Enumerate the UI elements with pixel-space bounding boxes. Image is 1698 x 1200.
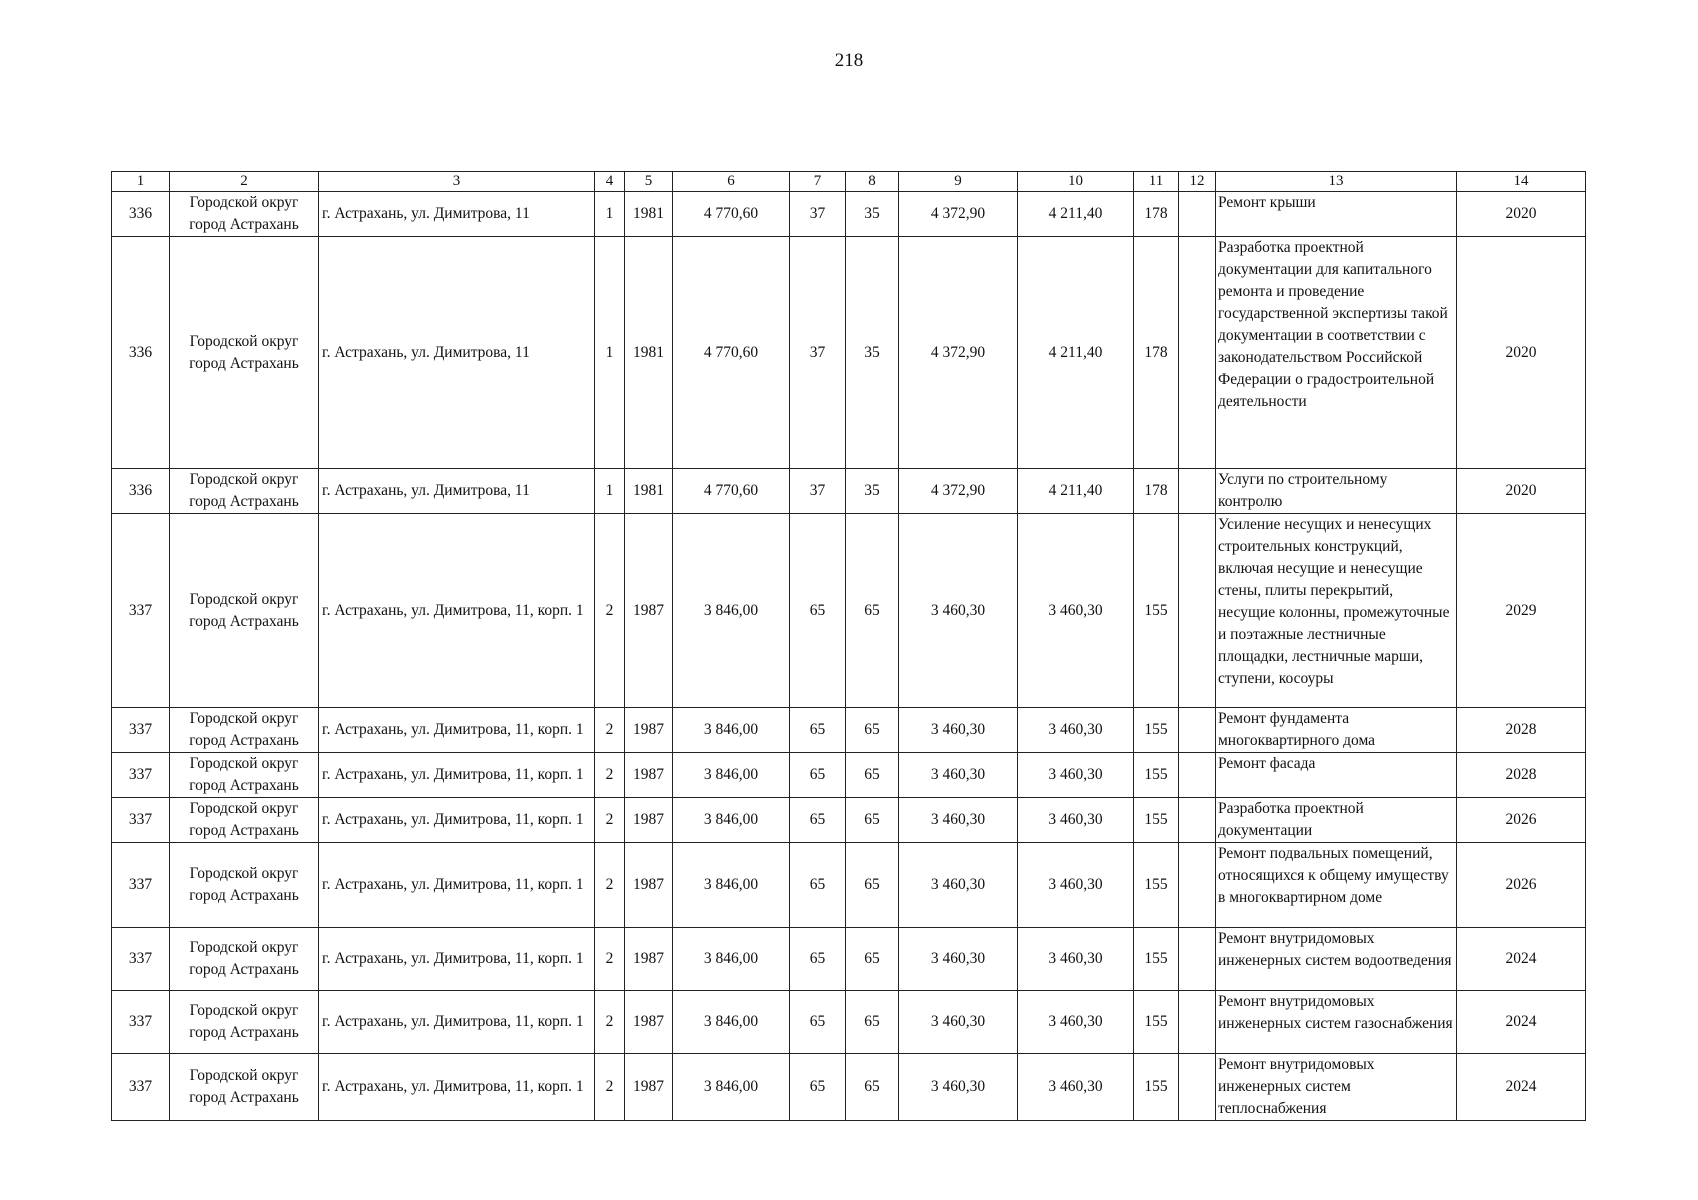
area-residential-cell: 4 372,90 xyxy=(899,192,1018,237)
table-row xyxy=(112,1054,1586,1121)
address-cell: г. Астрахань, ул. Димитрова, 11, корп. 1 xyxy=(319,991,595,1054)
table-row xyxy=(112,469,1586,514)
municipality-cell: Городской округ город Астрахань xyxy=(170,192,319,237)
housing-repair-table xyxy=(111,171,1586,1121)
municipality-cell: Городской округ город Астрахань xyxy=(170,708,319,753)
table-row xyxy=(112,237,1586,469)
area-owned-cell: 4 211,40 xyxy=(1018,192,1134,237)
total-area-cell: 3 846,00 xyxy=(673,1054,790,1121)
area-residential-cell: 3 460,30 xyxy=(899,928,1018,991)
area-residential-cell: 3 460,30 xyxy=(899,1054,1018,1121)
units-residential-cell: 65 xyxy=(846,1054,899,1121)
area-owned-cell: 3 460,30 xyxy=(1018,843,1134,928)
table-row xyxy=(112,192,1586,237)
column-12-cell xyxy=(1179,1054,1216,1121)
construction-year-cell: 1987 xyxy=(625,1054,673,1121)
building-number-cell: 337 xyxy=(112,991,170,1054)
building-number-cell: 337 xyxy=(112,928,170,991)
residents-count-cell: 155 xyxy=(1134,708,1179,753)
column-header: 8 xyxy=(846,172,899,192)
residents-count-cell: 178 xyxy=(1134,469,1179,514)
table-row xyxy=(112,708,1586,753)
units-total-cell: 65 xyxy=(790,514,846,708)
construction-year-cell: 1981 xyxy=(625,469,673,514)
address-cell: г. Астрахань, ул. Димитрова, 11, корп. 1 xyxy=(319,798,595,843)
building-category-cell: 2 xyxy=(595,928,625,991)
building-category-cell: 2 xyxy=(595,514,625,708)
residents-count-cell: 178 xyxy=(1134,192,1179,237)
total-area-cell: 3 846,00 xyxy=(673,708,790,753)
total-area-cell: 3 846,00 xyxy=(673,991,790,1054)
planned-year-cell: 2020 xyxy=(1457,237,1586,469)
municipality-cell: Городской округ город Астрахань xyxy=(170,753,319,798)
work-type-cell: Разработка проектной документации xyxy=(1216,798,1457,843)
building-number-cell: 337 xyxy=(112,753,170,798)
municipality-cell: Городской округ город Астрахань xyxy=(170,237,319,469)
address-cell: г. Астрахань, ул. Димитрова, 11 xyxy=(319,237,595,469)
residents-count-cell: 155 xyxy=(1134,798,1179,843)
units-residential-cell: 65 xyxy=(846,928,899,991)
column-header: 3 xyxy=(319,172,595,192)
area-residential-cell: 3 460,30 xyxy=(899,753,1018,798)
units-total-cell: 65 xyxy=(790,708,846,753)
units-residential-cell: 65 xyxy=(846,798,899,843)
column-header: 13 xyxy=(1216,172,1457,192)
building-number-cell: 337 xyxy=(112,843,170,928)
building-category-cell: 1 xyxy=(595,469,625,514)
building-category-cell: 2 xyxy=(595,1054,625,1121)
construction-year-cell: 1987 xyxy=(625,991,673,1054)
column-number-row xyxy=(112,172,1586,192)
area-residential-cell: 3 460,30 xyxy=(899,798,1018,843)
planned-year-cell: 2020 xyxy=(1457,469,1586,514)
column-12-cell xyxy=(1179,843,1216,928)
units-residential-cell: 65 xyxy=(846,843,899,928)
table-row xyxy=(112,798,1586,843)
units-residential-cell: 65 xyxy=(846,708,899,753)
residents-count-cell: 155 xyxy=(1134,514,1179,708)
building-category-cell: 2 xyxy=(595,798,625,843)
column-header: 5 xyxy=(625,172,673,192)
area-owned-cell: 3 460,30 xyxy=(1018,928,1134,991)
column-12-cell xyxy=(1179,192,1216,237)
column-header: 4 xyxy=(595,172,625,192)
units-residential-cell: 65 xyxy=(846,753,899,798)
area-residential-cell: 4 372,90 xyxy=(899,237,1018,469)
building-number-cell: 336 xyxy=(112,192,170,237)
work-type-cell: Ремонт подвальных помещений, относящихся к общему имуществу в многоквартирном доме xyxy=(1216,843,1457,928)
address-cell: г. Астрахань, ул. Димитрова, 11, корп. 1 xyxy=(319,753,595,798)
area-residential-cell: 4 372,90 xyxy=(899,469,1018,514)
column-12-cell xyxy=(1179,237,1216,469)
planned-year-cell: 2026 xyxy=(1457,843,1586,928)
column-header: 10 xyxy=(1018,172,1134,192)
municipality-cell: Городской округ город Астрахань xyxy=(170,514,319,708)
planned-year-cell: 2026 xyxy=(1457,798,1586,843)
building-number-cell: 336 xyxy=(112,237,170,469)
residents-count-cell: 178 xyxy=(1134,237,1179,469)
area-owned-cell: 3 460,30 xyxy=(1018,514,1134,708)
units-total-cell: 65 xyxy=(790,928,846,991)
column-12-cell xyxy=(1179,753,1216,798)
table-body xyxy=(112,192,1586,1121)
address-cell: г. Астрахань, ул. Димитрова, 11, корп. 1 xyxy=(319,514,595,708)
column-12-cell xyxy=(1179,991,1216,1054)
construction-year-cell: 1981 xyxy=(625,237,673,469)
work-type-cell: Усиление несущих и ненесущих строительных конструкций, включая несущие и ненесущие стены, плиты перекрытий, несущие колонны, промежуточные и поэтажные лестничные площадки, лестничные марши, ступени, косоуры xyxy=(1216,514,1457,708)
residents-count-cell: 155 xyxy=(1134,753,1179,798)
municipality-cell: Городской округ город Астрахань xyxy=(170,798,319,843)
planned-year-cell: 2028 xyxy=(1457,708,1586,753)
address-cell: г. Астрахань, ул. Димитрова, 11, корп. 1 xyxy=(319,928,595,991)
planned-year-cell: 2029 xyxy=(1457,514,1586,708)
column-header: 1 xyxy=(112,172,170,192)
table-row xyxy=(112,514,1586,708)
work-type-cell: Ремонт внутридомовых инженерных систем теплоснабжения xyxy=(1216,1054,1457,1121)
column-header: 7 xyxy=(790,172,846,192)
address-cell: г. Астрахань, ул. Димитрова, 11 xyxy=(319,469,595,514)
building-category-cell: 2 xyxy=(595,708,625,753)
work-type-cell: Ремонт фасада xyxy=(1216,753,1457,798)
total-area-cell: 3 846,00 xyxy=(673,514,790,708)
area-owned-cell: 3 460,30 xyxy=(1018,1054,1134,1121)
column-header: 9 xyxy=(899,172,1018,192)
area-residential-cell: 3 460,30 xyxy=(899,843,1018,928)
total-area-cell: 3 846,00 xyxy=(673,928,790,991)
municipality-cell: Городской округ город Астрахань xyxy=(170,469,319,514)
units-total-cell: 65 xyxy=(790,991,846,1054)
municipality-cell: Городской округ город Астрахань xyxy=(170,1054,319,1121)
units-total-cell: 37 xyxy=(790,237,846,469)
units-total-cell: 65 xyxy=(790,843,846,928)
municipality-cell: Городской округ город Астрахань xyxy=(170,928,319,991)
construction-year-cell: 1987 xyxy=(625,514,673,708)
work-type-cell: Разработка проектной документации для капитального ремонта и проведение государственной экспертизы такой документации в соответствии с законодательством Российской Федерации о градостроительной деятельности xyxy=(1216,237,1457,469)
building-number-cell: 337 xyxy=(112,798,170,843)
total-area-cell: 4 770,60 xyxy=(673,237,790,469)
total-area-cell: 3 846,00 xyxy=(673,798,790,843)
work-type-cell: Ремонт внутридомовых инженерных систем водоотведения xyxy=(1216,928,1457,991)
column-header: 12 xyxy=(1179,172,1216,192)
column-12-cell xyxy=(1179,469,1216,514)
area-owned-cell: 3 460,30 xyxy=(1018,798,1134,843)
construction-year-cell: 1987 xyxy=(625,843,673,928)
column-header: 14 xyxy=(1457,172,1586,192)
area-owned-cell: 3 460,30 xyxy=(1018,991,1134,1054)
units-residential-cell: 35 xyxy=(846,237,899,469)
area-residential-cell: 3 460,30 xyxy=(899,991,1018,1054)
column-12-cell xyxy=(1179,798,1216,843)
construction-year-cell: 1987 xyxy=(625,928,673,991)
area-residential-cell: 3 460,30 xyxy=(899,514,1018,708)
address-cell: г. Астрахань, ул. Димитрова, 11 xyxy=(319,192,595,237)
table-row xyxy=(112,753,1586,798)
area-owned-cell: 3 460,30 xyxy=(1018,708,1134,753)
work-type-cell: Ремонт внутридомовых инженерных систем газоснабжения xyxy=(1216,991,1457,1054)
building-category-cell: 1 xyxy=(595,192,625,237)
construction-year-cell: 1987 xyxy=(625,708,673,753)
building-category-cell: 2 xyxy=(595,991,625,1054)
construction-year-cell: 1987 xyxy=(625,753,673,798)
work-type-cell: Ремонт крыши xyxy=(1216,192,1457,237)
units-residential-cell: 35 xyxy=(846,192,899,237)
units-residential-cell: 65 xyxy=(846,991,899,1054)
address-cell: г. Астрахань, ул. Димитрова, 11, корп. 1 xyxy=(319,1054,595,1121)
construction-year-cell: 1987 xyxy=(625,798,673,843)
total-area-cell: 4 770,60 xyxy=(673,192,790,237)
units-total-cell: 37 xyxy=(790,192,846,237)
residents-count-cell: 155 xyxy=(1134,843,1179,928)
table-row xyxy=(112,991,1586,1054)
planned-year-cell: 2024 xyxy=(1457,1054,1586,1121)
building-number-cell: 336 xyxy=(112,469,170,514)
total-area-cell: 3 846,00 xyxy=(673,843,790,928)
total-area-cell: 4 770,60 xyxy=(673,469,790,514)
units-total-cell: 65 xyxy=(790,753,846,798)
planned-year-cell: 2024 xyxy=(1457,928,1586,991)
work-type-cell: Услуги по строительному контролю xyxy=(1216,469,1457,514)
building-number-cell: 337 xyxy=(112,708,170,753)
area-owned-cell: 3 460,30 xyxy=(1018,753,1134,798)
units-residential-cell: 65 xyxy=(846,514,899,708)
municipality-cell: Городской округ город Астрахань xyxy=(170,843,319,928)
table-row xyxy=(112,928,1586,991)
column-header: 6 xyxy=(673,172,790,192)
area-residential-cell: 3 460,30 xyxy=(899,708,1018,753)
area-owned-cell: 4 211,40 xyxy=(1018,237,1134,469)
building-category-cell: 1 xyxy=(595,237,625,469)
units-total-cell: 65 xyxy=(790,1054,846,1121)
address-cell: г. Астрахань, ул. Димитрова, 11, корп. 1 xyxy=(319,843,595,928)
table-row xyxy=(112,843,1586,928)
column-12-cell xyxy=(1179,708,1216,753)
column-12-cell xyxy=(1179,514,1216,708)
building-category-cell: 2 xyxy=(595,843,625,928)
planned-year-cell: 2024 xyxy=(1457,991,1586,1054)
residents-count-cell: 155 xyxy=(1134,928,1179,991)
column-header: 11 xyxy=(1134,172,1179,192)
building-category-cell: 2 xyxy=(595,753,625,798)
address-cell: г. Астрахань, ул. Димитрова, 11, корп. 1 xyxy=(319,708,595,753)
residents-count-cell: 155 xyxy=(1134,991,1179,1054)
units-total-cell: 37 xyxy=(790,469,846,514)
page-number: 218 xyxy=(834,50,864,71)
construction-year-cell: 1981 xyxy=(625,192,673,237)
units-residential-cell: 35 xyxy=(846,469,899,514)
planned-year-cell: 2028 xyxy=(1457,753,1586,798)
units-total-cell: 65 xyxy=(790,798,846,843)
residents-count-cell: 155 xyxy=(1134,1054,1179,1121)
total-area-cell: 3 846,00 xyxy=(673,753,790,798)
work-type-cell: Ремонт фундамента многоквартирного дома xyxy=(1216,708,1457,753)
building-number-cell: 337 xyxy=(112,514,170,708)
column-12-cell xyxy=(1179,928,1216,991)
building-number-cell: 337 xyxy=(112,1054,170,1121)
municipality-cell: Городской округ город Астрахань xyxy=(170,991,319,1054)
planned-year-cell: 2020 xyxy=(1457,192,1586,237)
area-owned-cell: 4 211,40 xyxy=(1018,469,1134,514)
column-header: 2 xyxy=(170,172,319,192)
